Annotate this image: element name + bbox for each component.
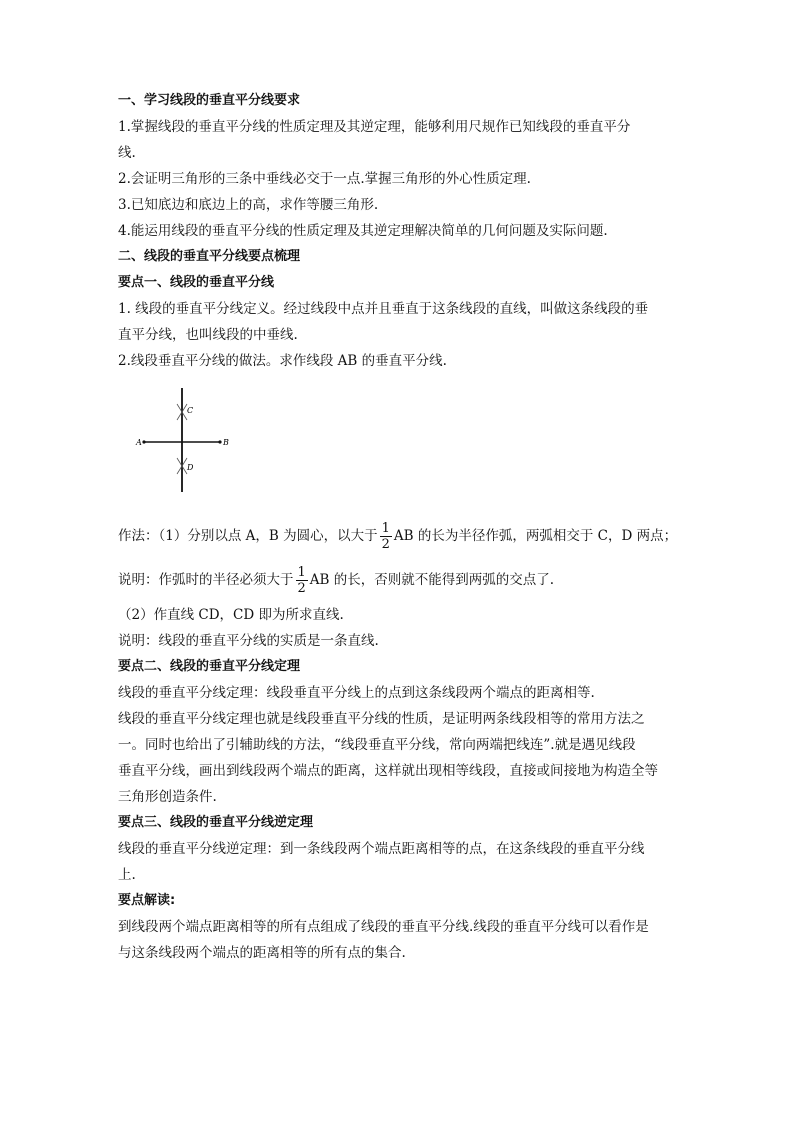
theorem-line-1: 线段的垂直平分线定理：线段垂直平分线上的点到这条线段两个端点的距离相等. bbox=[118, 685, 595, 701]
note-text-pre: 说明：作弧时的半径必须大于 bbox=[118, 572, 294, 588]
requirement-item-4: 4.能运用线段的垂直平分线的性质定理及其逆定理解决简单的几何问题及实际问题. bbox=[118, 223, 608, 239]
method-text-post: AB 的长为半径作弧，两弧相交于 C，D 两点； bbox=[393, 528, 678, 544]
perpendicular-bisector-figure bbox=[126, 388, 230, 498]
converse-line-1: 线段的垂直平分线逆定理：到一条线段两个端点距离相等的点，在这条线段的垂直平分线 bbox=[118, 841, 645, 857]
interpretation-heading: 要点解读: bbox=[118, 893, 176, 908]
definition-line-1: 1. 线段的垂直平分线定义。经过线段中点并且垂直于这条线段的直线，叫做这条线段的垂 bbox=[118, 301, 649, 317]
fraction-numerator: 1 bbox=[381, 521, 390, 536]
bisector-note: 说明：线段的垂直平分线的实质是一条直线. bbox=[118, 633, 379, 649]
theorem-line-2: 线段的垂直平分线定理也就是线段垂直平分线的性质，是证明两条线段相等的常用方法之 bbox=[118, 711, 645, 727]
definition-line-2: 直平分线，也叫线段的中垂线. bbox=[118, 327, 298, 343]
theorem-line-5: 三角形创造条件. bbox=[118, 789, 217, 805]
key-point-3-heading: 要点三、线段的垂直平分线逆定理 bbox=[118, 815, 314, 830]
requirement-item-2: 2.会证明三角形的三条中垂线必交于一点.掌握三角形的外心性质定理. bbox=[118, 171, 531, 187]
fraction-denominator: 2 bbox=[297, 581, 306, 596]
section-heading-requirements: 一、学习线段的垂直平分线要求 bbox=[118, 93, 301, 108]
fraction-denominator: 2 bbox=[381, 537, 390, 552]
interpretation-line-1: 到线段两个端点距离相等的所有点组成了线段的垂直平分线.线段的垂直平分线可以看作是 bbox=[118, 919, 649, 935]
construction-task: 2.线段垂直平分线的做法。求作线段 AB 的垂直平分线. bbox=[118, 353, 447, 369]
label-d: D bbox=[187, 463, 194, 472]
key-point-1-heading: 要点一、线段的垂直平分线 bbox=[118, 275, 275, 290]
interpretation-line-2: 与这条线段两个端点的距离相等的所有点的集合. bbox=[118, 945, 406, 961]
theorem-line-3: 一。同时也给出了引辅助线的方法，“线段垂直平分线，常向两端把线连”.就是遇见线段 bbox=[118, 737, 636, 753]
document-content bbox=[118, 88, 678, 966]
theorem-line-4: 垂直平分线，画出到线段两个端点的距离，这样就出现相等线段，直接或间接地为构造全等 bbox=[118, 763, 658, 779]
construction-method bbox=[118, 514, 678, 558]
key-point-2-heading: 要点二、线段的垂直平分线定理 bbox=[118, 659, 301, 674]
point-b bbox=[218, 440, 221, 443]
label-b: B bbox=[223, 438, 229, 447]
section-heading-key-points: 二、线段的垂直平分线要点梳理 bbox=[118, 249, 301, 264]
requirement-item-1-cont: 线. bbox=[118, 145, 136, 161]
fraction-numerator: 1 bbox=[297, 565, 306, 580]
converse-line-2: 上. bbox=[118, 867, 136, 883]
label-a: A bbox=[136, 438, 142, 447]
method-note bbox=[118, 558, 678, 602]
note-text-post: AB 的长，否则就不能得到两弧的交点了. bbox=[309, 572, 555, 588]
requirement-item-3: 3.已知底边和底边上的高，求作等腰三角形. bbox=[118, 197, 379, 213]
fraction-one-half bbox=[380, 521, 392, 552]
point-a bbox=[142, 440, 145, 443]
method-text-pre: 作法：（1）分别以点 A，B 为圆心，以大于 bbox=[118, 528, 378, 544]
label-c: C bbox=[187, 406, 194, 415]
requirement-item-1: 1.掌握线段的垂直平分线的性质定理及其逆定理，能够利用尺规作已知线段的垂直平分 bbox=[118, 119, 631, 135]
figure-svg bbox=[126, 388, 230, 498]
fraction-one-half bbox=[296, 565, 308, 596]
construction-step-2: （2）作直线 CD，CD 即为所求直线. bbox=[118, 607, 344, 623]
